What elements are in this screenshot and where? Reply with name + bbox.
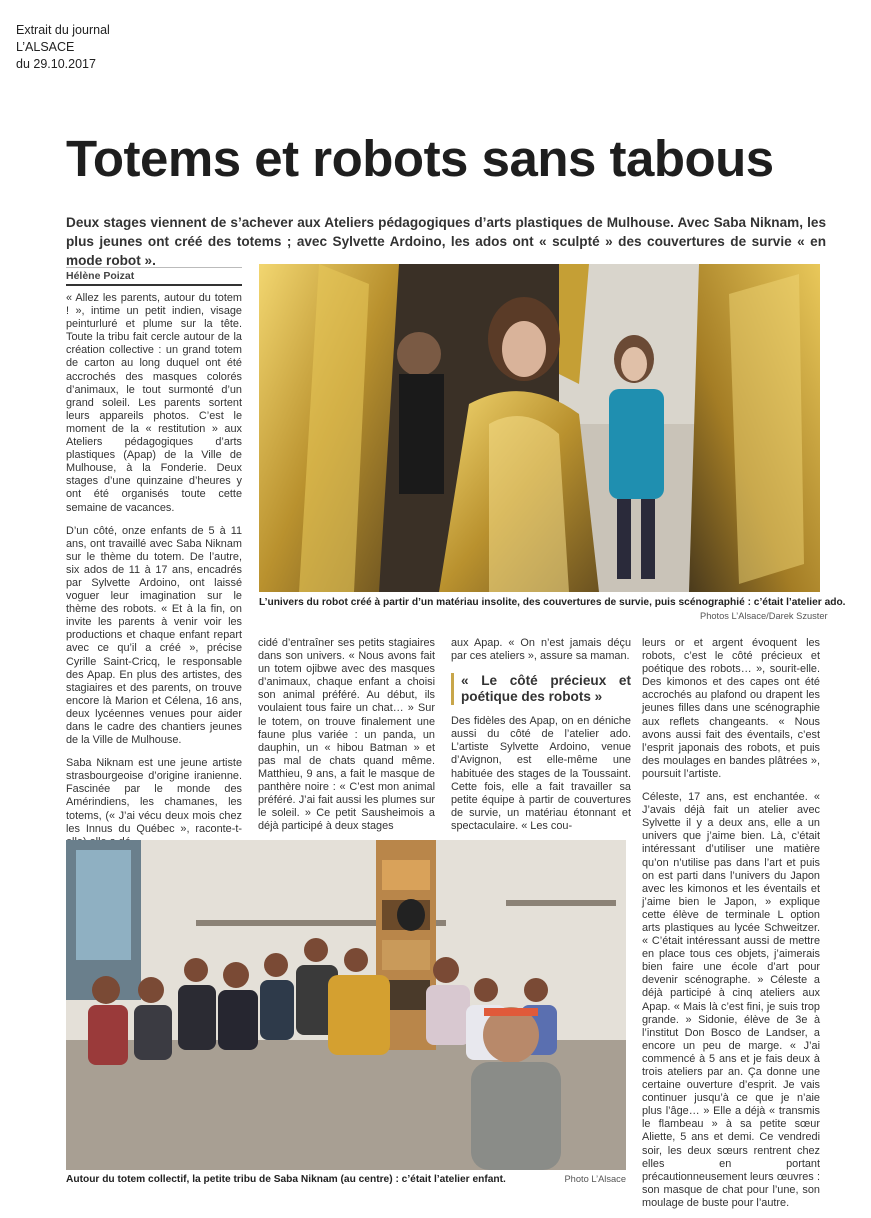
paragraph: D’un côté, onze enfants de 5 à 11 ans, ont travaillé avec Saba Niknam sur le thème du totem. De l’autre, six ados de 11 à 17 ans, encadrés par Sylvette Ardoino, ont laissé voguer leur imagination sur le thème des robots. « Et à la fin, on invite les parents à venir voir les productions et chaque enfant repart avec ce qu’il a créé », précise Cyrille Saint-Cricq, le responsable des Apap. En plus des artistes, des stagiaires et des parents, on trouve encore là Marion et Célena, 16 ans, deux lycéennes venues pour aider dans le cadre des chantiers jeunes de la Ville de Mulhouse. xyxy=(66,524,242,747)
author-rule xyxy=(66,284,242,286)
column-4 xyxy=(642,637,820,1210)
column-1 xyxy=(66,292,242,859)
photo-totem-caption: Autour du totem collectif, la petite tribu de Saba Niknam (au centre) : c’était l’atelier enfant. xyxy=(66,1174,506,1185)
paragraph: aux Apap. « On n’est jamais déçu par ces ateliers », assure sa maman. xyxy=(451,637,631,663)
paragraph: Céleste, 17 ans, est enchantée. « J’avais déjà fait un atelier avec Sylvette il y a deux ans, elle a un univers que j’aime bien. Là, c’était intéressant d’utiliser une matière qu’on n’utilise pas dans l’art et puis on est parti dans l’univers du Japon avec les kimonos et les éventails et j’aime bien le Japon, » explique cette élève de terminale L option arts plastiques au lycée Schweitzer. « C’était intéressant aussi de mettre en place tous ces objets, j’aimerais bien faire une école d’art pour devenir scénographe. » Céleste a déjà participé à cinq ateliers aux Apap. « Mais là c’est fini, je suis trop grande. » Sidonie, élève de 3e à l’institut Don Bosco de Landser, a encore un peu de marge. « J’ai commencé à 5 ans et je fais deux à trois ateliers par an. Ça donne une certaine ouverture d’esprit. Je vais continuer jusqu’à ce que je n’aie plus l’âge… » Elle a déjà « transmis le flambeau » à sa petite sœur Aliette, 5 ans et demi. Ce vendredi soir, les deux sœurs rentrent chez elles en portant précautionneusement leurs œuvres : son masque de chat pour l’une, son moulage de buste pour l’autre. xyxy=(642,791,820,1209)
photo-robot-workshop xyxy=(259,264,820,592)
source-newspaper: L’ALSACE xyxy=(16,40,75,54)
column-3 xyxy=(451,637,631,833)
photo-robot-credit: Photos L’Alsace/Darek Szuster xyxy=(700,611,828,621)
photo-robot-caption: L’univers du robot créé à partir d’un matériau insolite, des couvertures de survie, puis scénographié : c’était l’atelier ado. xyxy=(259,597,846,608)
paragraph: Des fidèles des Apap, on en déniche aussi du côté de l’atelier ado. L’artiste Sylvette Ardoino, venue d’Avignon, est elle-même une habituée des stages de la Toussaint. Cette fois, elle a fait travailler sa petite équipe à partir de couvertures de survie, un matériau étonnant et spectaculaire. « Les cou- xyxy=(451,715,631,832)
paragraph: « Allez les parents, autour du totem ! », intime un petit indien, visage peinturluré et plume sur la tête. Toute la tribu fait cercle autour de la création collective : un grand totem de carton au long duquel ont été accrochés des masques colorés d’animaux, le tout surmonté d’un grand soleil. Les parents sortent leurs appareils photos. C’est le moment de la « restitution » aux Ateliers pédagogiques d’arts plastiques (Apap) de la Ville de Mulhouse, à la Fonderie. Deux stages d’une quinzaine d’heures y ont été organisés toute cette semaine de vacances. xyxy=(66,292,242,514)
author-byline: Hélène Poizat xyxy=(66,267,242,282)
photo-totem-workshop xyxy=(66,840,626,1170)
photo-totem-credit: Photo L’Alsace xyxy=(564,1174,626,1184)
source-note xyxy=(16,22,110,73)
article-chapo: Deux stages viennent de s’achever aux Ateliers pédagogiques d’arts plastiques de Mulhouse. Avec Saba Niknam, les plus jeunes ont créé des totems ; avec Sylvette Ardoino, les ados ont « sculpté » des couvertures de survie « en mode robot ». xyxy=(66,215,826,268)
source-date: du 29.10.2017 xyxy=(16,57,96,71)
photo-robot-illustration xyxy=(259,264,820,592)
article-title: Totems et robots sans tabous xyxy=(66,130,774,187)
paragraph: cidé d’entraîner ses petits stagiaires dans son univers. « Nous avons fait un totem ojibwe avec des masques d’animaux, chaque enfant a choisi son animal préféré. Au début, ils voulaient tous faire un chat… » Sur le totem, on trouve finalement une faune plus variée : un panda, un dauphin, un « hibou Batman » et pas mal de chats quand même. Matthieu, 9 ans, a fait le masque de panthère noire : « C’est mon animal préféré. J’ai fait aussi les plumes sur le soleil. » Ce petit Sausheimois a déjà participé à deux stages xyxy=(258,637,435,833)
source-line-1: Extrait du journal xyxy=(16,23,110,37)
paragraph: leurs or et argent évoquent les robots, c’est le côté précieux et poétique des robots… », sourit-elle. Des kimonos et des capes ont été accrochés au plafond ou drapent les jeunes filles dans une scénographie aux reflets changeants. « Nous avons aussi fait des éventails, c’est l’esprit japonais des robots, et puis des moulages en bandes plâtrées », poursuit l’artiste. xyxy=(642,637,820,780)
intertitle: « Le côté précieux et poétique des robots » xyxy=(451,673,631,705)
paragraph: Saba Niknam est une jeune artiste strasbourgeoise d’origine iranienne. Fascinée par le monde des Amérindiens, les chamanes, les totems, (« J’ai vécu deux mois chez les Innus du Québec », raconte-t- xyxy=(66,757,242,835)
photo-totem-illustration xyxy=(66,840,626,1170)
column-2 xyxy=(258,637,435,843)
